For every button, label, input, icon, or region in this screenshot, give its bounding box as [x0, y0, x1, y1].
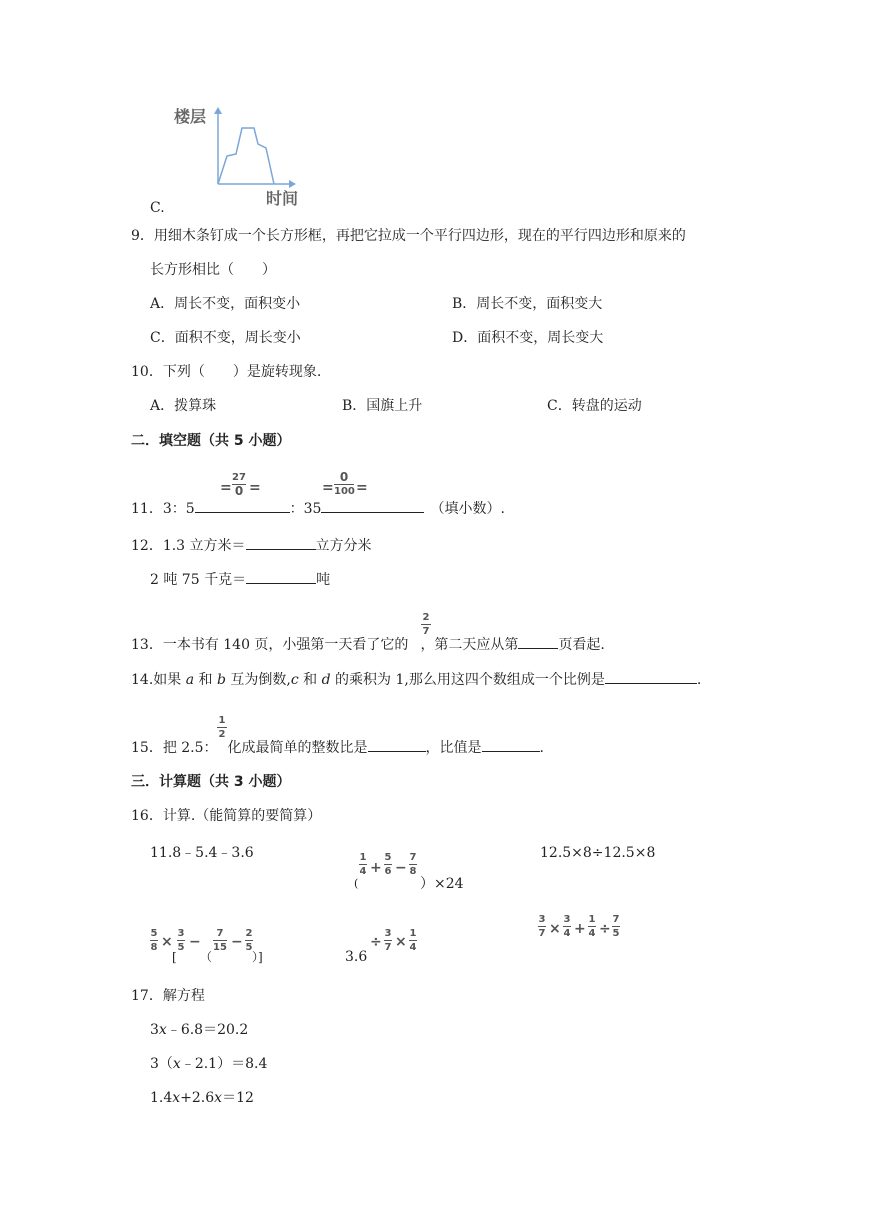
q11-eq-left-2: =: [322, 480, 334, 496]
q16-e6-frac-3: [588, 914, 596, 939]
q16-e6-op-1: ×: [549, 921, 561, 937]
frac-den: 5: [245, 942, 253, 953]
q10-option-c: C．转盘的运动: [547, 398, 642, 414]
q14-var-d: d: [321, 672, 331, 688]
q13-text-a: 13．一本书有 140 页，小强第一天看了它的: [131, 637, 409, 653]
q11-eq-right-1: =: [249, 480, 261, 496]
eq-part: ﹣2.1）＝8.4: [180, 1056, 268, 1072]
q11-frac1-num: 27: [232, 472, 246, 483]
x-axis-arrow: [289, 180, 296, 188]
eq-part: 1.4: [150, 1090, 173, 1106]
q13-frac-den: 7: [422, 626, 430, 637]
y-axis-arrow: [214, 107, 222, 114]
q13-blank[interactable]: [518, 634, 558, 649]
fraction-bar: [384, 940, 392, 941]
q16-e6-frac-2: [563, 914, 571, 939]
q14-text-a: 14.如果: [131, 672, 186, 688]
frac-den: 8: [409, 866, 417, 877]
q8-option-c: C.: [150, 200, 165, 216]
q14-text-e: 的乘积为 1,那么用这四个数组成一个比例是: [330, 672, 605, 688]
frac-num: 7: [216, 928, 224, 939]
q13-line: [131, 634, 605, 654]
q14-blank[interactable]: [605, 669, 697, 684]
q16-e2-op-2: −: [395, 860, 407, 876]
q11-line: [131, 498, 505, 518]
q10-stem: 10．下列（ ）是旋转现象.: [131, 364, 322, 380]
q15-line: [131, 737, 544, 757]
frac-num: 3: [538, 914, 546, 925]
q11-frac2-den: 100: [334, 486, 355, 497]
q11-fraction-2: [334, 472, 354, 497]
q11-blank-1[interactable]: [195, 498, 290, 513]
q13-text-b: ，第二天应从第: [420, 637, 519, 653]
section-3-heading: 三．计算题（共 3 小题）: [131, 774, 291, 790]
frac-num: 3: [177, 928, 185, 939]
q9-option-d: D．面积不变，周长变大: [452, 330, 604, 346]
q17-equation-1: [150, 1021, 248, 1039]
fraction-bar: [612, 926, 620, 927]
q11-suffix: （填小数）.: [430, 501, 505, 517]
q15-frac-num: 1: [218, 715, 226, 726]
eq-part: ＝12: [222, 1090, 254, 1106]
q16-e2-left-paren: (: [354, 877, 359, 890]
q16-e4-op-1: ×: [161, 934, 173, 950]
q17-equation-3: [150, 1089, 254, 1107]
q11-prefix: 11．3：5: [131, 501, 195, 517]
q16-e4-frac-3: [213, 928, 227, 953]
frac-num: 1: [409, 928, 417, 939]
q15-frac-den: 2: [218, 729, 226, 740]
frac-num: 1: [359, 852, 367, 863]
q15-blank-2[interactable]: [482, 737, 540, 752]
q9-option-a: A．周长不变，面积变小: [150, 296, 301, 312]
q16-e4-left-paren: （: [200, 950, 213, 964]
q16-e2-frac-3: [409, 852, 417, 877]
eq-part: +2.6: [180, 1090, 215, 1106]
q16-e4-frac-2: [177, 928, 185, 953]
q16-e5-frac-2: [409, 928, 417, 953]
fraction-bar: [563, 926, 571, 927]
graph-y-label: 楼层: [174, 107, 207, 126]
fraction-bar: [213, 940, 227, 941]
frac-den: 4: [409, 942, 417, 953]
q14-text-d: 和: [298, 672, 322, 688]
eq-part: ﹣6.8＝20.2: [166, 1022, 249, 1038]
q15-text-c: ，比值是: [425, 740, 482, 756]
fraction-bar: [421, 624, 431, 625]
eq-var: x: [172, 1056, 181, 1072]
frac-den: 15: [213, 942, 227, 953]
q12-line-1: [131, 535, 372, 555]
fraction-bar: [359, 864, 367, 865]
q9-stem-line2: 长方形相比（ ）: [150, 262, 276, 278]
q11-frac1-den: 0: [234, 484, 244, 498]
q14-line: [131, 669, 701, 689]
q16-e5-op-2: ×: [395, 934, 407, 950]
fraction-bar: [150, 940, 158, 941]
section-2-heading: 二．填空题（共 5 小题）: [131, 433, 291, 449]
q16-e5-frac-1: [384, 928, 392, 953]
q15-text-b: 化成最简单的整数比是: [227, 740, 368, 756]
eq-var: x: [172, 1090, 181, 1106]
frac-num: 7: [409, 852, 417, 863]
q14-var-b: b: [216, 672, 226, 688]
q14-text-b: 和: [194, 672, 217, 688]
frac-den: 7: [538, 928, 546, 939]
q12-line-2: [150, 569, 330, 589]
frac-den: 4: [359, 866, 367, 877]
frac-den: 5: [612, 928, 620, 939]
frac-num: 3: [384, 928, 392, 939]
q14-var-c: c: [290, 672, 299, 688]
q9-option-b: B．周长不变，面积变大: [452, 296, 603, 312]
eq-var: x: [158, 1022, 167, 1038]
q16-e5-op-1: ÷: [370, 934, 382, 950]
q16-stem: 16．计算.（能简算的要简算）: [131, 808, 322, 824]
q15-text-a: 15．把 2.5：: [131, 740, 218, 756]
q16-expr-1: 11.8﹣5.4﹣3.6: [150, 845, 254, 861]
q10-option-a: A．拨算珠: [150, 398, 217, 414]
frac-num: 7: [612, 914, 620, 925]
eq-var: x: [214, 1090, 223, 1106]
q16-e4-frac-1: [150, 928, 158, 953]
q11-eq-left-1: =: [220, 480, 232, 496]
frac-num: 5: [150, 928, 158, 939]
q16-e4-op-3: −: [231, 934, 243, 950]
frac-den: 4: [563, 928, 571, 939]
q11-frac2-num: 0: [339, 470, 349, 484]
q16-e2-op-1: +: [370, 860, 382, 876]
frac-num: 2: [245, 928, 253, 939]
q14-text-c: 互为倒数,: [225, 672, 291, 688]
q14-var-a: a: [185, 672, 195, 688]
q12-blank-1[interactable]: [246, 535, 316, 550]
q11-mid: ：35: [289, 501, 322, 517]
q11-fraction-1: [232, 472, 246, 497]
floor-time-graph: [170, 104, 310, 210]
fraction-bar: [245, 940, 253, 941]
eq-part: 3（: [150, 1056, 173, 1072]
floor-line: [218, 128, 274, 184]
q16-e6-op-3: ÷: [599, 921, 611, 937]
q16-expr-3: 12.5×8÷12.5×8: [540, 845, 656, 861]
q12-line1-unit: 立方分米: [315, 538, 372, 554]
q12-blank-2[interactable]: [246, 569, 316, 584]
q16-e6-frac-4: [612, 914, 620, 939]
q14-text-f: .: [696, 672, 702, 688]
fraction-bar: [409, 940, 417, 941]
q11-eq-right-2: =: [356, 480, 368, 496]
fraction-bar: [538, 926, 546, 927]
q16-e4-op-2: −: [189, 934, 201, 950]
q12-line2-text: 2 吨 75 千克＝: [150, 572, 247, 588]
q10-option-b: B．国旗上升: [342, 398, 423, 414]
fraction-bar: [409, 864, 417, 865]
q12-line2-unit: 吨: [316, 572, 331, 588]
graph-x-label: 时间: [266, 189, 299, 208]
q16-e2-frac-2: [384, 852, 392, 877]
q16-e4-tail: ）]: [252, 950, 263, 964]
q9-option-c: C．面积不变，周长变小: [150, 330, 301, 346]
frac-den: 8: [150, 942, 158, 953]
q16-e6-op-2: +: [574, 921, 586, 937]
fraction-bar: [588, 926, 596, 927]
fraction-bar: [384, 864, 392, 865]
q15-blank-1[interactable]: [368, 737, 426, 752]
q17-equation-2: [150, 1055, 267, 1073]
fraction-bar: [177, 940, 185, 941]
q13-frac-num: 2: [422, 612, 430, 623]
frac-den: 4: [588, 928, 596, 939]
q17-stem: 17．解方程: [131, 988, 205, 1004]
q11-blank-2[interactable]: [321, 498, 424, 513]
q13-text-c: 页看起.: [558, 637, 605, 653]
fraction-bar: [334, 484, 354, 485]
q16-e5-lead: 3.6: [345, 949, 368, 965]
frac-den: 6: [384, 866, 392, 877]
q15-text-d: .: [539, 740, 544, 756]
q16-e6-frac-1: [538, 914, 546, 939]
frac-num: 1: [588, 914, 596, 925]
q12-line1-text: 12．1.3 立方米＝: [131, 538, 246, 554]
frac-num: 5: [384, 852, 392, 863]
frac-den: 5: [177, 942, 185, 953]
q16-e2-frac-1: [359, 852, 367, 877]
frac-num: 3: [563, 914, 571, 925]
q16-e2-tail: ）×24: [420, 876, 464, 892]
eq-part: 3: [150, 1022, 159, 1038]
q9-stem-line1: 9．用细木条钉成一个长方形框，再把它拉成一个平行四边形，现在的平行四边形和原来的: [131, 228, 686, 244]
fraction-bar: [217, 727, 227, 728]
q16-e4-left-bracket: [: [172, 950, 177, 964]
frac-den: 7: [384, 942, 392, 953]
